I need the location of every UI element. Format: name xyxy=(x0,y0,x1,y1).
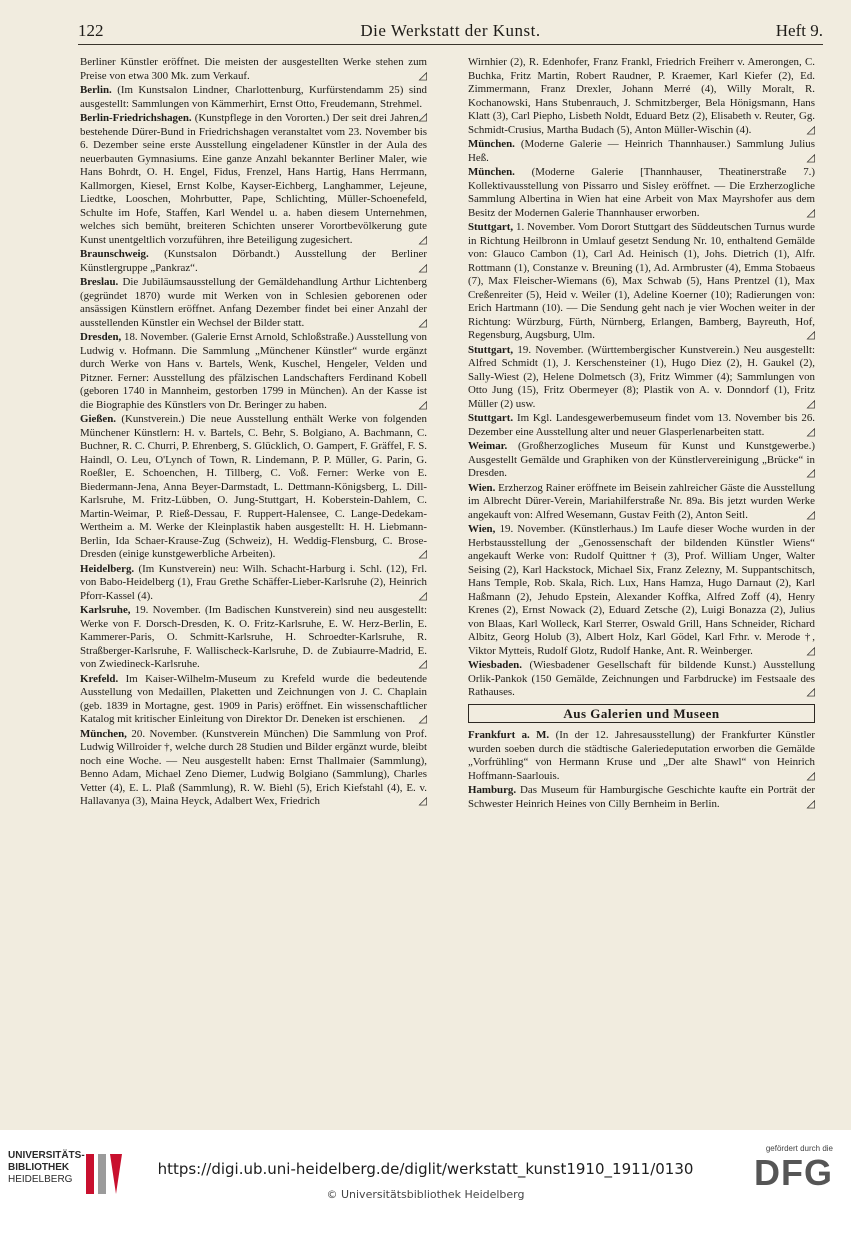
news-entry xyxy=(80,56,427,83)
entry-end-mark-icon: ◿ xyxy=(418,316,427,329)
entry-location: Braunschweig. xyxy=(80,248,149,260)
entry-text: Im Kaiser-Wilhelm-Museum zu Krefeld wurde die bedeutende Ausstellung von Medaillen, Plaketten und Zeichnungen von J. C. Chaplain (geb. 1839 in Mortagne, gest. 1909 in Paris) eröffnet. Ein wissenschaftlicher Katalog mit kritischer Einleitung von Direktor Dr. Deneken ist erschienen. xyxy=(80,672,427,725)
entry-end-mark-icon: ◿ xyxy=(418,658,427,670)
entry-location: Berlin. xyxy=(80,84,112,96)
entry-location: München. xyxy=(468,138,515,150)
section-heading-box: Aus Galerien und Museen xyxy=(468,704,815,724)
entry-end-mark-icon: ◿ xyxy=(418,233,427,246)
issue-number: Heft 9. xyxy=(775,21,823,40)
entry-end-mark-icon: ◿ xyxy=(806,329,815,341)
permalink-url[interactable]: https://digi.ub.uni-heidelberg.de/diglit/werkstatt_kunst1910_1911/0130 xyxy=(157,1160,694,1178)
entry-text: (Im Kunstverein) neu: Wilh. Schacht-Harburg i. Schl. (12), Frl. von Babo-Heidelberg (1), Frau Grethe Schäffer-Lieber-Karlsruhe (2), Heinrich Pforr-Kassel (4). xyxy=(80,562,427,602)
entry-end-mark-icon: ◿ xyxy=(806,467,815,479)
news-entry xyxy=(468,523,815,658)
news-entry xyxy=(468,729,815,783)
entry-end-mark-icon: ◿ xyxy=(418,69,427,82)
entry-text: (Großherzogliches Museum für Kunst und Kunstgewerbe.) Ausgestellt Gemälde und Graphiken von der Künstlervereinigung „Brücke“ in Dresden. xyxy=(468,440,815,479)
news-entry xyxy=(468,344,815,412)
entry-text: (Moderne Galerie — Heinrich Thannhauser.) Sammlung Julius Heß. xyxy=(468,138,815,164)
entry-location: Dresden, xyxy=(80,331,122,343)
entry-location: Wien, xyxy=(468,523,496,535)
news-entry xyxy=(468,440,815,481)
dfg-logo[interactable] xyxy=(729,1144,833,1204)
entry-text: Berliner Künstler eröffnet. Die meisten der ausgestellten Werke stehen zum Preise von etwa 300 Mk. zum Verkauf. xyxy=(80,56,427,82)
entry-location: Stuttgart. xyxy=(468,412,514,424)
entry-end-mark-icon: ◿ xyxy=(806,151,815,164)
entry-text: 19. November. (Künstlerhaus.) Im Laufe dieser Woche wurden in der Herbstausstellung der „Genossenschaft der bildenden Künstler Wiens“ angekauft Werke von: Rudolf Quittner † (3), Prof. William Unger, Walter Seising (2), Karl Hackstock, Michael Six, Franz Zelezny, M. Suppantschitsch, Hans Temple, Rob. Skala, Rich. Lux, Hans Hamza, Hugo Darnaut (2), Karl Haßmann (2), Jehudo Epstein, Alexander Koffka, Alfred Zoff (4), Henry Krenes (2), Ernst Nowack (2), Eduard Zetsche (2), Luigi Bonazza (2), Julius von Blaas, Karl Wolleck, Karl Sterrer, Oswald Grill, Hans Schneider, Richard Albitz, Georg Holub (3), Albert Holz, Karl Gödel, Karl Frhr. v. Merode †, Viktor Mytteis, Rudolf Glotz, Rudolf Hanke, Ant. R. Weinberger. xyxy=(468,523,815,657)
entry-location: Hamburg. xyxy=(468,784,517,796)
entry-location: Wien. xyxy=(468,481,496,494)
dfg-wordmark: DFG xyxy=(754,1152,833,1193)
entry-text: Erzherzog Rainer eröffnete im Beisein zahlreicher Gäste die Ausstellung im Albrecht Dürer-Verein, Mariahilferstraße Nr. 89a. Bis jetzt wurden Werke angekauft von: Alfred Wesemann, Gustav Feith (2), Anton Seitl. xyxy=(468,481,815,521)
entry-text: 1. November. Vom Dorort Stuttgart des Süddeutschen Turnus wurde in Richtung Heilbronn in Umlauf gesetzt Sendung Nr. 10, enthaltend Gemälde von: Glauco Cambon (1), Carl Ad. Heinisch (1), Johs. Dietrich (1), Alfr. Rottmann (1), Constanze v. Breuning (1), Ad. Armbruster (4), Emma Stobaeus (7), Max Fleischer-Wiemans (6), Max Schwab (5), Hans Prentzel (1), Max Creßenreiter (5), Heid v. Weiler (1), Adeline Koerner (10); Radierungen von: Erich Hartmann (10). — Die Sendung geht nach je vier Wochen weiter in der Richtung: Würzburg, Fürth, Nürnberg, Erlangen, Bamberg, Bayreuth, Hof, Regensburg, Augsburg, Ulm. xyxy=(468,221,815,341)
news-entry xyxy=(468,412,815,439)
entry-end-mark-icon: ◿ xyxy=(418,589,427,602)
news-entry xyxy=(468,56,815,137)
entry-end-mark-icon: ◿ xyxy=(806,769,815,782)
entry-text: Im Kgl. Landesgewerbemuseum findet vom 13. November bis 26. Dezember eine Ausstellung alter und neuer Glasperlenarbeiten statt. xyxy=(468,412,815,438)
entry-end-mark-icon: ◿ xyxy=(418,398,427,411)
entry-text: Das Museum für Hamburgische Geschichte kaufte ein Porträt der Schwester Heinrich Heines von Cilly Bernheim in Berlin. xyxy=(468,784,815,810)
entry-end-mark-icon: ◿ xyxy=(418,713,427,725)
news-entry xyxy=(80,563,427,604)
entry-location: Stuttgart, xyxy=(468,343,514,356)
entry-text: (Kunstsalon Dörbandt.) Ausstellung der Berliner Künstlergruppe „Pankraz“. xyxy=(80,248,427,274)
news-entry xyxy=(468,784,815,811)
news-entry xyxy=(80,331,427,412)
entry-text: (Wiesbadener Gesellschaft für bildende Kunst.) Ausstellung Orlik-Pankok (150 Gemälde, Zeichnungen und Farbdrucke) im Festsaale des Rathauses. xyxy=(468,659,815,698)
entry-end-mark-icon: ◿ xyxy=(806,644,815,657)
entry-end-mark-icon: ◿ xyxy=(806,686,815,698)
news-entry xyxy=(80,248,427,275)
news-entry xyxy=(468,482,815,523)
news-entry xyxy=(80,112,427,247)
running-header xyxy=(78,18,823,45)
entry-end-mark-icon: ◿ xyxy=(806,206,815,219)
entry-text: (Kunstverein.) Die neue Ausstellung enthält Werke von folgenden Münchener Künstlern: H. v. Bartels, C. Behr, S. Bolgiano, A. Bachmann, C. Buchner, R. C. Churri, P. Ehrenberg, S. Glücklich, O. Gampert, F. Gräffel, F. S. Haindl, O. Leu, O'Lynch of Town, R. Lindemann, P. P. Müller, G. Parin, G. Roeßler, E. Schoenchen, H. Tillberg, C. Voß. Ferner: Werke von E. Biedermann-Jena, Anna Beyer-Darmstadt, L. Dettmann-Königsberg, L. Dill-Karlsruhe, M. Fritz-Lübben, O. Jung-Stuttgart, H. Koberstein-Dahlem, C. Martin-Weimar, P. Rieß-Dessau, F. Ruppert-Halensee, C. Lange-Dedekam-Wertheim a. M. Werke der Kleinplastik haben ausgestellt: H. H. Liebmann-Berlin, Ida Schaer-Krause-Zug (Schweiz), H. Weddig-Flensburg, C. Brose-Dresden (einige kunstgewerbliche Arbeiten). xyxy=(80,413,427,560)
entry-location: Wiesbaden. xyxy=(468,659,522,671)
entry-end-mark-icon: ◿ xyxy=(806,123,815,136)
entry-text: (Im Kunstsalon Lindner, Charlottenburg, Kurfürstendamm 25) sind ausgestellt: Sammlungen von Kämmerhirt, Ernst Otto, Freudemann, Strehmel. xyxy=(80,84,427,110)
copyright-notice: © Universitätsbibliothek Heidelberg xyxy=(326,1188,525,1201)
entry-text: Die Jubiläumsausstellung der Gemäldehandlung Arthur Lichtenberg (gegründet 1870) wurde mit Werken von in Schlesien geborenen oder ansässigen Künstlern eröffnet. Anfang Dezember findet bei einer Anzahl der ausstellenden Künstler ein Wechsel der Bilder statt. xyxy=(80,276,427,329)
entry-location: Krefeld. xyxy=(80,672,119,685)
entry-location: Weimar. xyxy=(468,440,508,452)
entry-end-mark-icon: ◿ xyxy=(806,797,815,810)
entry-text: (Moderne Galerie [Thannhauser, Theatinerstraße 7.) Kollektivausstellung von Pissarro und Sisley eröffnet. — Die Erzherzogliche Sammlung Albertina in Wien hat eine Arbeit von Max Mayrshofer aus dem Besitz der Modernen Galerie Thannhauser erworben. xyxy=(468,166,815,219)
journal-title: Die Werkstatt der Kunst. xyxy=(360,21,541,40)
entry-text: Wirnhier (2), R. Edenhofer, Franz Frankl, Friedrich Freiherr v. Amerongen, C. Buchka, Fritz Martin, Robert Raudner, P. Kraemer, Karl Kiefer (2), Ed. Zimmermann, Franz Drexler, Johann Merré (4), Willy Moralt, R. Kochanowski, Hans Stubenrauch, J. Schmitzberger, Bela Hönigsmann, Hans Klatt (3), Carl Piepho, Lisbeth Noldt, Eduard Betz (2), Elisabeth v. Reuter, Gg. Schmidt-Crusius, Martha Budach (5), Anton Müller-Wischin (4). xyxy=(468,56,815,136)
library-name-line1: UNIVERSITÄTS- xyxy=(8,1150,85,1161)
news-entry xyxy=(80,673,427,727)
entry-text: 20. November. (Kunstverein München) Die Sammlung von Prof. Ludwig Willroider †, welche durch 28 Studien und Bilder ergänzt wurde, bleibt noch eine Woche. — Neu ausgestellt haben: Ernst Thallmaier (Sammlung), Benno Adam, Michael Zeno Diemer, Ludwig Bolgiano (Sammlung), Charles Vetter (4), E. L. Plaß (Sammlung), R. W. Biehl (5), Erich Kiefstahl (4), E. v. Hallavanya (3), Maina Heyck, Adalbert Wex, Friedrich xyxy=(80,727,427,807)
news-entry xyxy=(80,728,427,809)
entry-location: Karlsruhe, xyxy=(80,604,131,616)
entry-location: Frankfurt a. M. xyxy=(468,729,550,741)
entry-end-mark-icon: ◿ xyxy=(806,508,815,521)
left-column xyxy=(80,56,427,1106)
entry-text: (In der 12. Jahresausstellung) der Frankfurter Künstler wurden soeben durch die städtische Galeriedeputation erworben die Gemälde „Vorfrühling“ von Hermann Kruse und „Der alte Shawl“ von Heinrich Hoffmann-Saarlouis. xyxy=(468,729,815,782)
entry-location: München, xyxy=(80,727,127,740)
funded-by-label: gefördert durch die xyxy=(765,1144,833,1153)
entry-end-mark-icon: ◿ xyxy=(418,548,427,560)
entry-location: Gießen. xyxy=(80,413,117,425)
news-entry xyxy=(468,221,815,343)
entry-end-mark-icon: ◿ xyxy=(806,397,815,410)
entry-text: 19. November. (Württembergischer Kunstverein.) Neu ausgestellt: Alfred Schmidt (1), J. Kerschensteiner (1), Hugo Diez (2), H. Gaukel (2), Sally-Wiest (2), Helene Dolmetsch (3), Fritz Wimmer (4); Sammlungen von Otto Jung (15), Fritz Obermeyer (8); Plastik von A. v. Donndorf (1), Fritz Müller (2) usw. xyxy=(468,343,815,410)
news-entry xyxy=(468,659,815,700)
entry-text: (Kunstpflege in den Vororten.) Der seit drei Jahren bestehende Dürer-Bund in Friedrichshagen veranstaltet vom 23. November bis 6. Dezember seine erste Ausstellung eingeladener Künstler in der Aula des neuerbauten Gymnasiums. Eine ganze Anzahl bekannter Berliner Maler, wie Hans Bohrdt, O. H. Engel, Fidus, Frenzel, Hans Hartig, Hans Herrmann, Kallmorgen, Kiesel, Ernst Kolbe, Kayser-Eichberg, Langhammer, Lejeune, Liedtke, Looschen, Mohrbutter, Pape, Schlichting, Müller-Schoenefeld, Schulte im Hofe, Staffen, Karl Wendel u. a. haben diesem Unternehmen, welches sich bemüht, breiteren Schichten unserer Vorortbevölkerung gute Kunst unentgeltlich vorzuführen, ihre Beteiligung zugesichert. xyxy=(80,112,427,246)
news-entry xyxy=(468,138,815,165)
page-number: 122 xyxy=(78,21,104,40)
viewer-footer xyxy=(0,1130,851,1233)
news-entry xyxy=(80,413,427,562)
library-name-line3: HEIDELBERG xyxy=(8,1174,73,1185)
news-entry xyxy=(80,604,427,672)
library-name-line2: BIBLIOTHEK xyxy=(8,1162,70,1173)
entry-end-mark-icon: ◿ xyxy=(418,261,427,274)
news-entry xyxy=(468,166,815,220)
news-entry xyxy=(80,276,427,330)
entry-end-mark-icon: ◿ xyxy=(418,111,427,123)
entry-end-mark-icon: ◿ xyxy=(806,425,815,438)
entry-location: Breslau. xyxy=(80,276,119,288)
entry-end-mark-icon: ◿ xyxy=(418,795,427,807)
entry-text: 19. November. (Im Badischen Kunstverein) sind neu ausgestellt: Werke von F. Dorsch-Dresden, K. O. Fritz-Karlsruhe, E. W. Herz-Berlin, E. Kammerer-Paris, O. Schmitt-Karlsruhe, H. Schroedter-Karlsruhe, R. Straßberger-Karlsruhe, F. Wallischeck-Karlsruhe, D. de Zubiaurre-Madrid, E. von Zwiedineck-Karlsruhe. xyxy=(80,604,427,670)
right-column xyxy=(468,56,815,1106)
entry-location: Berlin-Friedrichshagen. xyxy=(80,112,192,124)
entry-text: 18. November. (Galerie Ernst Arnold, Schloßstraße.) Ausstellung von Ludwig v. Hofmann. Die Sammlung „Münchener Künstler“ wurde ergänzt durch Werke von Hans v. Bartels, Wenk, Kuschel, Hengeler, Velden und Pitzner. Ferner: Ausstellung des pfälzischen Landschafters Ferdinand Kobell (geboren 1740 in Mannheim, gestorben 1799 in München). An der Kasse ist die Biographie des Künstlers von Dr. Beringer zu haben. xyxy=(80,331,427,411)
entry-location: Stuttgart, xyxy=(468,221,514,233)
entry-location: Heidelberg. xyxy=(80,562,135,575)
entry-location: München. xyxy=(468,166,515,178)
